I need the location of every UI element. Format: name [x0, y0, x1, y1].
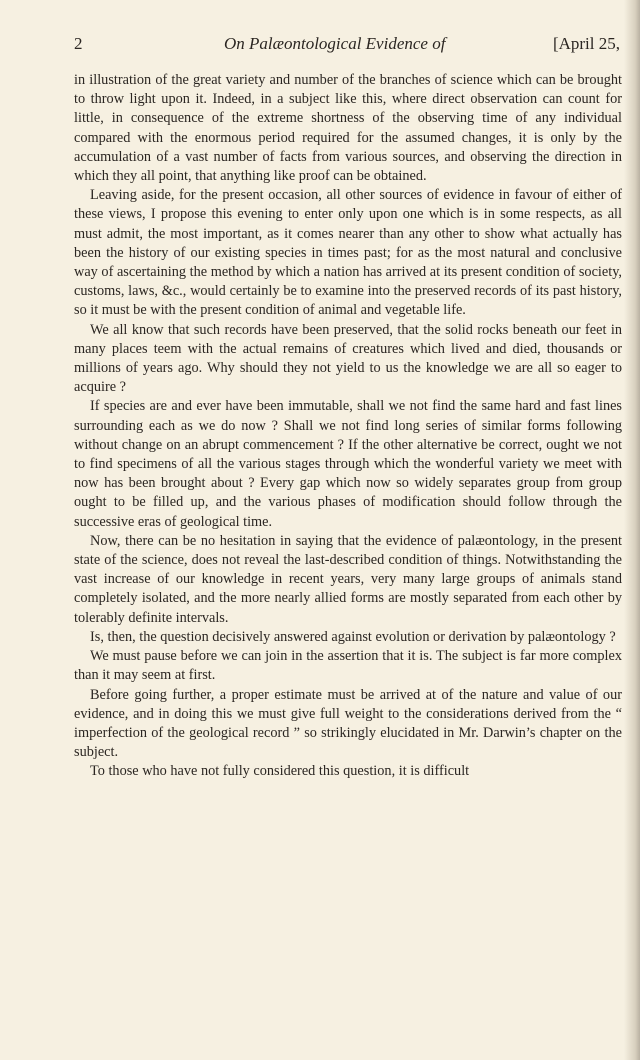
paragraph: Before going further, a proper estimate must be arrived at of the nature and value of our evidence, and in doing this we must give full weight to the considerations derived from the “ imperfection of the geological record ” so strikingly elucidated in Mr. Darwin’s chapter on the subject.: [74, 686, 622, 761]
running-title: On Palæontological Evidence of: [224, 34, 446, 53]
paragraph: We all know that such records have been preserved, that the solid rocks beneath our feet in many places teem with the actual remains of creatures which lived and died, thousands or millions of years ago. Why should they not yield to us the knowledge we are all so eager to acquire ?: [74, 321, 622, 396]
paragraph: To those who have not fully considered this question, it is difficult: [90, 763, 470, 780]
paragraph: Now, there can be no hesitation in saying that the evidence of palæontology, in the present state of the science, does not reveal the last-described condition of things. Notwithstanding the vast increase of our knowledge in recent years, very many large groups of animals stand completely isolated, and the more nearly allied forms are mostly separated from each other by tolerably definite intervals.: [74, 532, 622, 626]
paragraph: Leaving aside, for the present occasion, all other sources of evidence in favour of either of these views, I propose this evening to enter only upon one which is in some respects, as all must admit, the most important, as it comes nearer than any other to show what actually has been the history of our existing species in times past; for as the most natural and conclusive way of ascertaining the method by which a nation has arrived at its present condition of society, customs, laws, &c., would certainly be to examine into the preserved records of its past history, so it must be with the present condition of animal and vegetable life.: [74, 187, 622, 319]
running-date: [April 25,: [552, 34, 620, 53]
running-head: [74, 34, 620, 58]
paragraph: Is, then, the question decisively answered against evolution or derivation by palæontology ?: [90, 628, 616, 645]
page-edge-shadow: [624, 0, 640, 1060]
body-text: [74, 71, 622, 782]
page-number: 2: [74, 34, 83, 53]
paragraph: We must pause before we can join in the assertion that it is. The subject is far more complex than it may seem at first.: [74, 648, 622, 684]
paragraph: in illustration of the great variety and number of the branches of science which can be brought to throw light upon it. Indeed, in a subject like this, where direct observation can count for little, in consequence of the extreme shortness of the observing time of any individual compared with the enormous period required for the assumed changes, it is only by the accumulation of a vast number of facts from various sources, and observing the direction in which they all point, that anything like proof can be obtained.: [74, 72, 622, 185]
paragraph: If species are and ever have been immutable, shall we not find the same hard and fast lines surrounding each as we do now ? Shall we not find long series of similar forms following without change on an abrupt commencement ? If the other alternative be correct, ought we not to find specimens of all the various stages through which the wonderful variety we meet with now has been brought about ? Every gap which now so widely separates group from group ought to be filled up, and the various phases of modification should follow through the successive eras of geological time.: [74, 398, 622, 530]
